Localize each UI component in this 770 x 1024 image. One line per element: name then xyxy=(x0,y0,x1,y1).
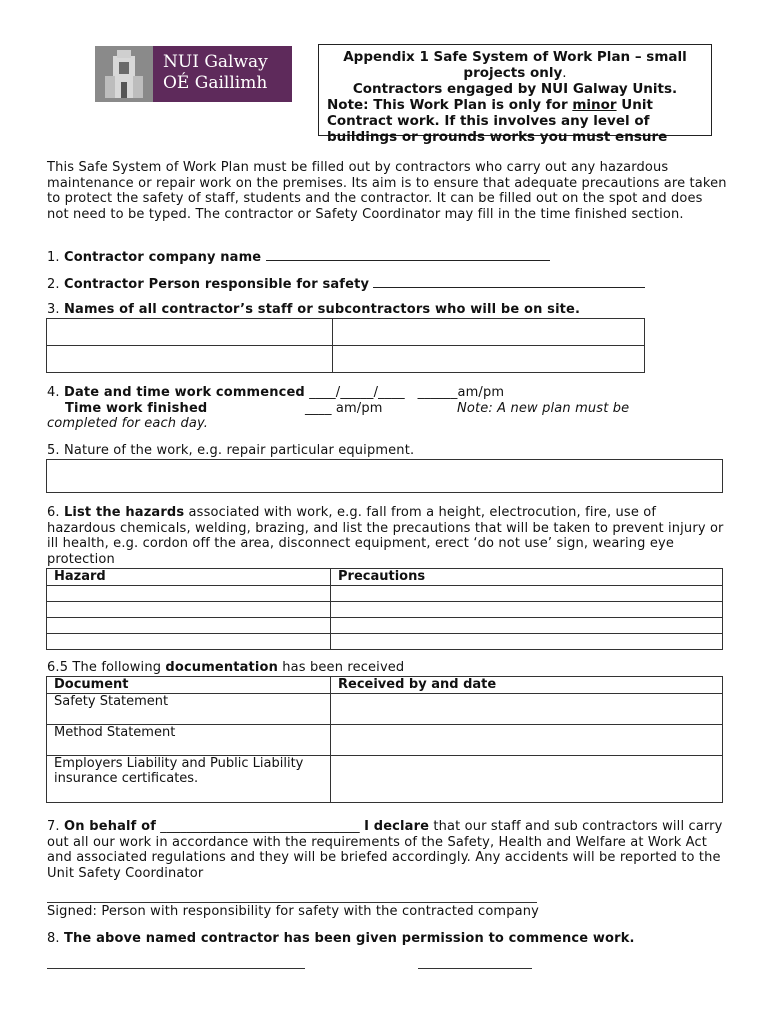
precaution-cell[interactable] xyxy=(331,633,723,649)
finish-time-field[interactable]: ____ am/pm xyxy=(305,401,383,416)
permission-date-line[interactable] xyxy=(418,968,532,969)
precautions-header: Precautions xyxy=(331,569,723,586)
hazard-header: Hazard xyxy=(47,569,331,586)
responsible-person-field[interactable] xyxy=(373,276,645,288)
staff-cell[interactable] xyxy=(333,319,645,346)
daily-plan-note-2: completed for each day. xyxy=(47,416,209,431)
document-name: Employers Liability and Public Liability insurance certificates. xyxy=(47,755,331,802)
on-behalf-of-field[interactable]: ______________________________ xyxy=(156,819,365,834)
hazard-cell[interactable] xyxy=(47,633,331,649)
title-line-4: Contract work. If this involves any level of xyxy=(327,113,650,129)
question-3: 3. Names of all contractor’s staff or subcontractors who will be on site. xyxy=(47,302,581,317)
staff-table xyxy=(46,318,645,373)
university-logo xyxy=(153,46,292,102)
logo-tower-image xyxy=(95,46,153,102)
document-header: Document xyxy=(47,677,331,694)
hazard-cell[interactable] xyxy=(47,617,331,633)
document-name: Safety Statement xyxy=(47,693,331,724)
received-cell[interactable] xyxy=(331,724,723,755)
staff-cell[interactable] xyxy=(333,346,645,373)
logo-line-2: OÉ Gaillimh xyxy=(163,73,268,93)
question-7: 7. On behalf of ______________________________ I declare that our staff and sub contractors will carry out all our work in accordance with the requirements of the Safety, Health and Welfare at Work Act and associated regulations and they will be briefed accordingly. Any accidents will be reported to the Unit Safety Coordinator xyxy=(47,819,723,881)
hazard-cell[interactable] xyxy=(47,601,331,617)
question-5: 5. Nature of the work, e.g. repair particular equipment. xyxy=(47,443,415,458)
received-cell[interactable] xyxy=(331,755,723,802)
question-1: 1. Contractor company name xyxy=(47,249,727,266)
precaution-cell[interactable] xyxy=(331,617,723,633)
date-field[interactable]: ____/_____/____ xyxy=(309,385,405,400)
question-8: 8. The above named contractor has been given permission to commence work. xyxy=(47,931,635,946)
logo-line-1: NUI Galway xyxy=(163,52,268,72)
question-6-5: 6.5 The following documentation has been received xyxy=(47,660,405,675)
title-line-2: Contractors engaged by NUI Galway Units. xyxy=(352,81,678,97)
received-cell[interactable] xyxy=(331,693,723,724)
staff-cell[interactable] xyxy=(47,319,333,346)
start-time-field[interactable]: ______am/pm xyxy=(417,385,505,400)
title-line-5: buildings or grounds works you must ensure xyxy=(327,129,668,145)
question-4-line-2: Time work finished ____ am/pm Note: A new plan must be xyxy=(65,401,630,416)
hazard-cell[interactable] xyxy=(47,585,331,601)
nature-of-work-box[interactable] xyxy=(46,459,723,493)
signed-caption: Signed: Person with responsibility for safety with the contracted company xyxy=(47,904,539,919)
signature-line[interactable] xyxy=(47,902,537,903)
intro-paragraph: This Safe System of Work Plan must be filled out by contractors who carry out any hazardous maintenance or repair work on the premises. Its aim is to ensure that adequate precautions are taken to protect the safety of staff, students and the contractor. It can be filled out on the spot and does not need to be typed. The contractor or Safety Coordinator may fill in the time finished section. xyxy=(47,160,727,222)
precaution-cell[interactable] xyxy=(331,601,723,617)
permission-signature-line[interactable] xyxy=(47,968,305,969)
question-6: 6. List the hazards associated with work, e.g. fall from a height, electrocution, fire, use of hazardous chemicals, welding, brazing, and list the precautions that will be taken to prevent injury or ill health, e.g. cordon off the area, disconnect equipment, erect ‘do not use’ sign, wearing eye protection xyxy=(47,505,724,567)
documentation-table xyxy=(46,676,723,803)
title-line-1: Appendix 1 Safe System of Work Plan – small projects only. xyxy=(343,49,687,81)
title-line-3: Note: This Work Plan is only for minor Unit xyxy=(327,97,653,113)
question-4: 4. Date and time work commenced ____/_____/____ ______am/pm xyxy=(47,385,505,400)
question-2: 2. Contractor Person responsible for safety xyxy=(47,276,727,293)
staff-cell[interactable] xyxy=(47,346,333,373)
received-header: Received by and date xyxy=(331,677,723,694)
company-name-field[interactable] xyxy=(266,249,550,261)
daily-plan-note: Note: A new plan must be xyxy=(457,401,630,416)
precaution-cell[interactable] xyxy=(331,585,723,601)
document-name: Method Statement xyxy=(47,724,331,755)
title-box xyxy=(318,44,712,145)
hazards-table xyxy=(46,568,723,650)
